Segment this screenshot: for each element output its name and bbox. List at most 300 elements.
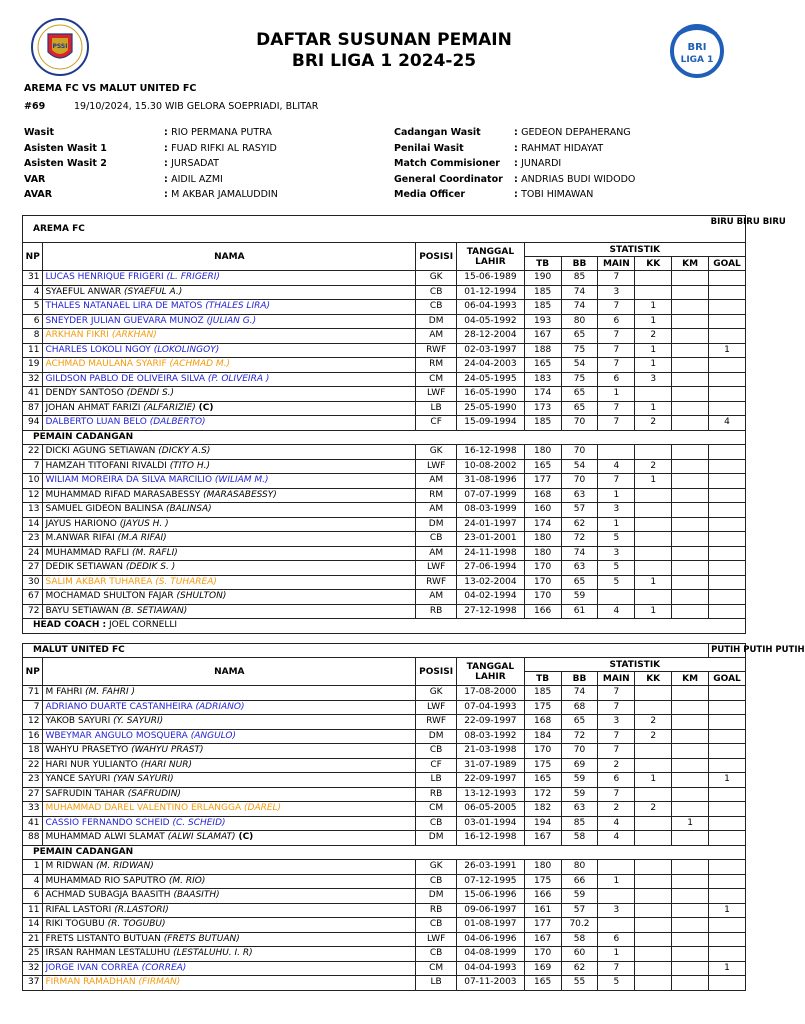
player-name: DICKI AGUNG SETIAWAN xyxy=(45,446,156,457)
match-info xyxy=(24,101,318,112)
player-name: CASSIO FERNANDO SCHEID xyxy=(45,817,170,828)
col-posisi: POSISI xyxy=(416,658,457,686)
stat-kk xyxy=(635,488,672,503)
stat-km xyxy=(672,329,709,344)
stat-kk: 1 xyxy=(635,773,672,788)
stat-main: 3 xyxy=(598,285,635,300)
stat-bb: 59 xyxy=(561,787,598,802)
col-bb: BB xyxy=(561,257,598,271)
stat-kk xyxy=(635,918,672,933)
player-name-cell xyxy=(43,271,416,286)
stat-main: 7 xyxy=(598,329,635,344)
player-position: RB xyxy=(416,787,457,802)
stat-main: 5 xyxy=(598,561,635,576)
player-dob: 16-12-1998 xyxy=(457,831,525,846)
stat-tb: 168 xyxy=(524,715,561,730)
stat-bb: 59 xyxy=(561,773,598,788)
stat-km xyxy=(672,503,709,518)
stat-kk xyxy=(635,889,672,904)
player-number: 30 xyxy=(23,575,43,590)
player-alias: (BALINSA) xyxy=(166,504,212,515)
stat-main xyxy=(598,889,635,904)
stat-km: 1 xyxy=(672,816,709,831)
player-alias: (DENDI S.) xyxy=(126,388,175,399)
player-alias: (R. TOGUBU) xyxy=(107,919,166,930)
col-km: KM xyxy=(672,672,709,686)
player-position: LWF xyxy=(416,459,457,474)
stat-km xyxy=(672,932,709,947)
player-row xyxy=(23,532,746,547)
stat-kk xyxy=(635,976,672,991)
stat-goal xyxy=(709,831,746,846)
player-name: FRETS LISTANTO BUTUAN xyxy=(45,933,161,944)
player-row xyxy=(23,416,746,431)
official-colon: : xyxy=(514,158,522,169)
stat-tb: 170 xyxy=(524,575,561,590)
player-name: MUHAMMAD RAFLI xyxy=(45,547,130,558)
team-name xyxy=(23,216,709,243)
player-number: 27 xyxy=(23,561,43,576)
stat-km xyxy=(672,416,709,431)
stat-bb: 85 xyxy=(561,816,598,831)
stat-tb: 173 xyxy=(524,401,561,416)
player-dob: 04-06-1996 xyxy=(457,932,525,947)
player-dob: 25-05-1990 xyxy=(457,401,525,416)
player-position: CB xyxy=(416,874,457,889)
player-name: LUCAS HENRIQUE FRIGERI xyxy=(45,272,164,283)
stat-tb: 170 xyxy=(524,561,561,576)
player-position: RM xyxy=(416,358,457,373)
player-number: 14 xyxy=(23,918,43,933)
player-name-cell xyxy=(43,802,416,817)
player-row xyxy=(23,787,746,802)
stat-goal xyxy=(709,744,746,759)
player-row xyxy=(23,961,746,976)
player-number: 1 xyxy=(23,860,43,875)
stat-goal xyxy=(709,729,746,744)
stat-kk xyxy=(635,903,672,918)
official-label: Match Commisioner xyxy=(394,158,500,169)
stat-tb: 190 xyxy=(524,271,561,286)
player-alias: (DICKY A.S) xyxy=(158,446,211,457)
player-name: WILIAM MOREIRA DA SILVA MARCILIO xyxy=(45,475,213,486)
player-dob: 06-04-1993 xyxy=(457,300,525,315)
player-position: LWF xyxy=(416,932,457,947)
player-name-cell xyxy=(43,372,416,387)
official-label: AVAR xyxy=(24,189,53,200)
stat-bb: 70 xyxy=(561,445,598,460)
player-number: 18 xyxy=(23,744,43,759)
stat-kk xyxy=(635,932,672,947)
player-name-cell xyxy=(43,715,416,730)
player-name: M RIDWAN xyxy=(45,861,94,872)
stat-main: 4 xyxy=(598,831,635,846)
stat-kk xyxy=(635,561,672,576)
stat-goal xyxy=(709,575,746,590)
stat-main xyxy=(598,860,635,875)
player-position: CF xyxy=(416,758,457,773)
coach-cell xyxy=(23,619,746,634)
stat-km xyxy=(672,889,709,904)
stat-tb: 165 xyxy=(524,976,561,991)
official-colon: : xyxy=(514,127,522,138)
col-kk: KK xyxy=(635,672,672,686)
stat-kk xyxy=(635,503,672,518)
player-name-cell xyxy=(43,546,416,561)
player-dob: 04-05-1992 xyxy=(457,314,525,329)
player-number: 13 xyxy=(23,503,43,518)
stat-goal: 1 xyxy=(709,773,746,788)
player-row xyxy=(23,686,746,701)
stat-kk: 1 xyxy=(635,604,672,619)
player-number: 67 xyxy=(23,590,43,605)
stat-bb: 75 xyxy=(561,372,598,387)
stat-main: 7 xyxy=(598,401,635,416)
player-dob: 10-08-2002 xyxy=(457,459,525,474)
stat-bb: 58 xyxy=(561,932,598,947)
stat-goal xyxy=(709,700,746,715)
team-name-text: MALUT UNITED FC xyxy=(33,645,125,655)
player-alias: (DEDIK S. ) xyxy=(125,562,176,573)
player-position: RB xyxy=(416,604,457,619)
stat-tb: 180 xyxy=(524,860,561,875)
player-position: AM xyxy=(416,503,457,518)
player-dob: 21-03-1998 xyxy=(457,744,525,759)
stat-km xyxy=(672,314,709,329)
player-alias: (SYAEFUL A.) xyxy=(124,286,183,297)
player-alias: (DALBERTO) xyxy=(149,417,206,428)
player-number: 87 xyxy=(23,401,43,416)
player-dob: 16-12-1998 xyxy=(457,445,525,460)
player-row xyxy=(23,903,746,918)
player-alias: (M. RIO) xyxy=(168,875,206,886)
col-goal: GOAL xyxy=(709,257,746,271)
player-row xyxy=(23,271,746,286)
player-alias: (LOKOLINGOY) xyxy=(153,344,220,355)
stat-bb: 65 xyxy=(561,387,598,402)
stat-tb: 180 xyxy=(524,445,561,460)
official-value: JURSADAT xyxy=(171,158,219,169)
player-number: 22 xyxy=(23,445,43,460)
stat-main: 3 xyxy=(598,546,635,561)
stat-main: 7 xyxy=(598,358,635,373)
player-position: CF xyxy=(416,416,457,431)
player-number: 25 xyxy=(23,947,43,962)
player-row xyxy=(23,700,746,715)
stat-main: 6 xyxy=(598,314,635,329)
stat-km xyxy=(672,445,709,460)
stat-main: 4 xyxy=(598,604,635,619)
player-dob: 31-07-1989 xyxy=(457,758,525,773)
player-row xyxy=(23,445,746,460)
player-dob: 01-12-1994 xyxy=(457,285,525,300)
stat-goal xyxy=(709,401,746,416)
stat-bb: 74 xyxy=(561,686,598,701)
player-alias: (ANGULO) xyxy=(190,730,236,741)
official-value: GEDEON DEPAHERANG xyxy=(521,127,631,138)
player-name-cell xyxy=(43,889,416,904)
player-name: JORGE IVAN CORREA xyxy=(45,962,139,973)
official-value: JUNARDI xyxy=(521,158,562,169)
player-alias: (MARASABESSY) xyxy=(203,489,277,500)
stat-kk xyxy=(635,874,672,889)
stat-km xyxy=(672,488,709,503)
stat-kk xyxy=(635,816,672,831)
player-position: RB xyxy=(416,903,457,918)
stat-bb: 68 xyxy=(561,700,598,715)
stat-tb: 175 xyxy=(524,700,561,715)
stat-tb: 185 xyxy=(524,300,561,315)
player-position: RWF xyxy=(416,715,457,730)
col-nama: NAMA xyxy=(43,658,416,686)
player-name: MUHAMMAD ALWI SLAMAT xyxy=(45,832,165,843)
player-alias: (JAYUS H. ) xyxy=(119,518,169,529)
stat-kk xyxy=(635,686,672,701)
team-table-arema xyxy=(22,215,786,634)
player-name-cell xyxy=(43,903,416,918)
player-name: SALIM AKBAR TUHAREA xyxy=(45,576,153,587)
col-bb: BB xyxy=(561,672,598,686)
player-row xyxy=(23,474,746,489)
official-colon: : xyxy=(164,142,172,154)
stat-bb: 69 xyxy=(561,758,598,773)
stat-kk xyxy=(635,445,672,460)
player-number: 19 xyxy=(23,358,43,373)
player-number: 11 xyxy=(23,343,43,358)
stat-main: 7 xyxy=(598,961,635,976)
player-dob: 31-08-1996 xyxy=(457,474,525,489)
player-alias: (ACHMAD M.) xyxy=(169,359,231,370)
stat-kk: 2 xyxy=(635,729,672,744)
player-number: 12 xyxy=(23,715,43,730)
stat-goal xyxy=(709,372,746,387)
player-name-cell xyxy=(43,300,416,315)
player-position: GK xyxy=(416,686,457,701)
player-row xyxy=(23,300,746,315)
stat-km xyxy=(672,903,709,918)
stat-goal xyxy=(709,532,746,547)
stat-main: 5 xyxy=(598,976,635,991)
stat-kk xyxy=(635,947,672,962)
player-number: 7 xyxy=(23,700,43,715)
player-name: YANCE SAYURI xyxy=(45,774,111,785)
official-value: AIDIL AZMI xyxy=(171,173,223,185)
player-name-cell xyxy=(43,517,416,532)
player-alias: (FIRMAN) xyxy=(138,977,181,988)
player-dob: 22-09-1997 xyxy=(457,715,525,730)
player-row xyxy=(23,401,746,416)
stat-main: 2 xyxy=(598,802,635,817)
player-name-cell xyxy=(43,744,416,759)
stat-km xyxy=(672,715,709,730)
col-tb: TB xyxy=(524,672,561,686)
player-number: 72 xyxy=(23,604,43,619)
player-position: CB xyxy=(416,947,457,962)
player-row xyxy=(23,947,746,962)
official-row xyxy=(24,141,278,157)
player-dob: 27-06-1994 xyxy=(457,561,525,576)
stat-goal xyxy=(709,314,746,329)
player-alias: (THALES LIRA) xyxy=(205,301,271,312)
player-number: 71 xyxy=(23,686,43,701)
col-lahir: LAHIR xyxy=(475,671,506,682)
stat-goal xyxy=(709,787,746,802)
col-tanggal-lahir xyxy=(457,243,525,271)
stat-tb: 165 xyxy=(524,773,561,788)
stat-tb: 170 xyxy=(524,744,561,759)
stat-goal xyxy=(709,715,746,730)
player-position: LWF xyxy=(416,700,457,715)
player-alias: (M. RAFLI) xyxy=(132,547,178,558)
player-name: RIFAL LASTORI xyxy=(45,904,112,915)
player-number: 88 xyxy=(23,831,43,846)
stat-bb: 75 xyxy=(561,343,598,358)
player-row xyxy=(23,802,746,817)
official-label: Asisten Wasit 2 xyxy=(24,158,107,169)
stat-main: 7 xyxy=(598,700,635,715)
player-name: ACHMAD SUBAGJA BAASITH xyxy=(45,890,171,901)
player-alias: (YAN SAYURI) xyxy=(113,774,174,785)
stat-kk xyxy=(635,744,672,759)
stat-bb: 80 xyxy=(561,314,598,329)
player-dob: 06-05-2005 xyxy=(457,802,525,817)
official-row xyxy=(394,141,635,157)
stat-bb: 63 xyxy=(561,488,598,503)
stat-main xyxy=(598,918,635,933)
player-name: M FAHRI xyxy=(45,687,83,698)
official-label: Penilai Wasit xyxy=(394,142,464,154)
stat-goal xyxy=(709,445,746,460)
stat-tb: 193 xyxy=(524,314,561,329)
player-name: FIRMAN RAMADHAN xyxy=(45,977,136,988)
stat-main: 1 xyxy=(598,874,635,889)
stat-goal xyxy=(709,474,746,489)
player-alias: (WAHYU PRAST) xyxy=(131,745,204,756)
player-name-cell xyxy=(43,387,416,402)
player-dob: 08-03-1999 xyxy=(457,503,525,518)
player-row xyxy=(23,874,746,889)
official-row xyxy=(394,156,635,172)
stat-main: 6 xyxy=(598,372,635,387)
player-number: 5 xyxy=(23,300,43,315)
player-row xyxy=(23,575,746,590)
stat-bb: 70 xyxy=(561,416,598,431)
stat-km xyxy=(672,758,709,773)
stat-kk xyxy=(635,700,672,715)
stat-bb: 72 xyxy=(561,729,598,744)
officials-right xyxy=(394,125,635,203)
player-number: 33 xyxy=(23,802,43,817)
stat-bb: 65 xyxy=(561,329,598,344)
player-dob: 04-04-1993 xyxy=(457,961,525,976)
player-number: 41 xyxy=(23,387,43,402)
stat-tb: 174 xyxy=(524,517,561,532)
stat-main: 1 xyxy=(598,387,635,402)
player-name: ACHMAD MAULANA SYARIF xyxy=(45,359,167,370)
player-dob: 07-11-2003 xyxy=(457,976,525,991)
stat-main: 3 xyxy=(598,715,635,730)
stat-tb: 182 xyxy=(524,802,561,817)
official-row xyxy=(394,187,635,203)
player-alias: (Y. SAYURI) xyxy=(113,716,164,727)
substitutes-label: PEMAIN CADANGAN xyxy=(23,430,746,445)
stat-tb: 166 xyxy=(524,889,561,904)
player-name-cell xyxy=(43,686,416,701)
stat-goal xyxy=(709,517,746,532)
player-name-cell xyxy=(43,503,416,518)
stat-bb: 70 xyxy=(561,474,598,489)
player-row xyxy=(23,358,746,373)
stat-kk: 1 xyxy=(635,300,672,315)
stat-goal xyxy=(709,816,746,831)
stat-goal xyxy=(709,488,746,503)
col-statistik: STATISTIK xyxy=(524,658,745,672)
player-name-cell xyxy=(43,343,416,358)
player-name-cell xyxy=(43,590,416,605)
player-row xyxy=(23,831,746,846)
player-number: 4 xyxy=(23,285,43,300)
player-position: DM xyxy=(416,831,457,846)
player-name: ADRIANO DUARTE CASTANHEIRA xyxy=(45,701,193,712)
official-colon: : xyxy=(164,173,172,185)
player-position: RM xyxy=(416,488,457,503)
stat-kk: 1 xyxy=(635,358,672,373)
official-colon: : xyxy=(164,127,172,138)
player-position: LB xyxy=(416,401,457,416)
stat-main: 7 xyxy=(598,686,635,701)
player-row xyxy=(23,503,746,518)
player-dob: 04-02-1994 xyxy=(457,590,525,605)
stat-goal xyxy=(709,976,746,991)
player-row xyxy=(23,773,746,788)
col-np: NP xyxy=(23,658,43,686)
player-name-cell xyxy=(43,604,416,619)
player-position: LB xyxy=(416,976,457,991)
player-position: AM xyxy=(416,329,457,344)
stat-bb: 58 xyxy=(561,831,598,846)
player-name-cell xyxy=(43,474,416,489)
match-details: 19/10/2024, 15.30 WIB GELORA SOEPRIADI, BLITAR xyxy=(74,101,319,112)
player-position: AM xyxy=(416,546,457,561)
player-position: CB xyxy=(416,918,457,933)
player-dob: 28-12-2004 xyxy=(457,329,525,344)
player-row xyxy=(23,314,746,329)
stat-km xyxy=(672,961,709,976)
stat-kk xyxy=(635,387,672,402)
coach-name: JOEL CORNELLI xyxy=(108,620,178,631)
official-colon: : xyxy=(514,142,522,154)
player-name-cell xyxy=(43,314,416,329)
player-name: RIKI TOGUBU xyxy=(45,919,105,930)
player-number: 27 xyxy=(23,787,43,802)
official-value: RIO PERMANA PUTRA xyxy=(171,127,272,138)
stat-km xyxy=(672,546,709,561)
player-dob: 27-12-1998 xyxy=(457,604,525,619)
player-position: LB xyxy=(416,773,457,788)
stat-km xyxy=(672,802,709,817)
player-name: WBEYMAR ANGULO MOSQUERA xyxy=(45,730,188,741)
player-number: 6 xyxy=(23,314,43,329)
player-name-cell xyxy=(43,575,416,590)
player-alias: (B. SETIAWAN) xyxy=(121,605,188,616)
stat-kk xyxy=(635,532,672,547)
player-alias: (L. FRIGERI) xyxy=(166,272,220,283)
stat-kk: 1 xyxy=(635,343,672,358)
col-nama: NAMA xyxy=(43,243,416,271)
stat-kk xyxy=(635,787,672,802)
player-name-cell xyxy=(43,918,416,933)
stat-goal xyxy=(709,329,746,344)
